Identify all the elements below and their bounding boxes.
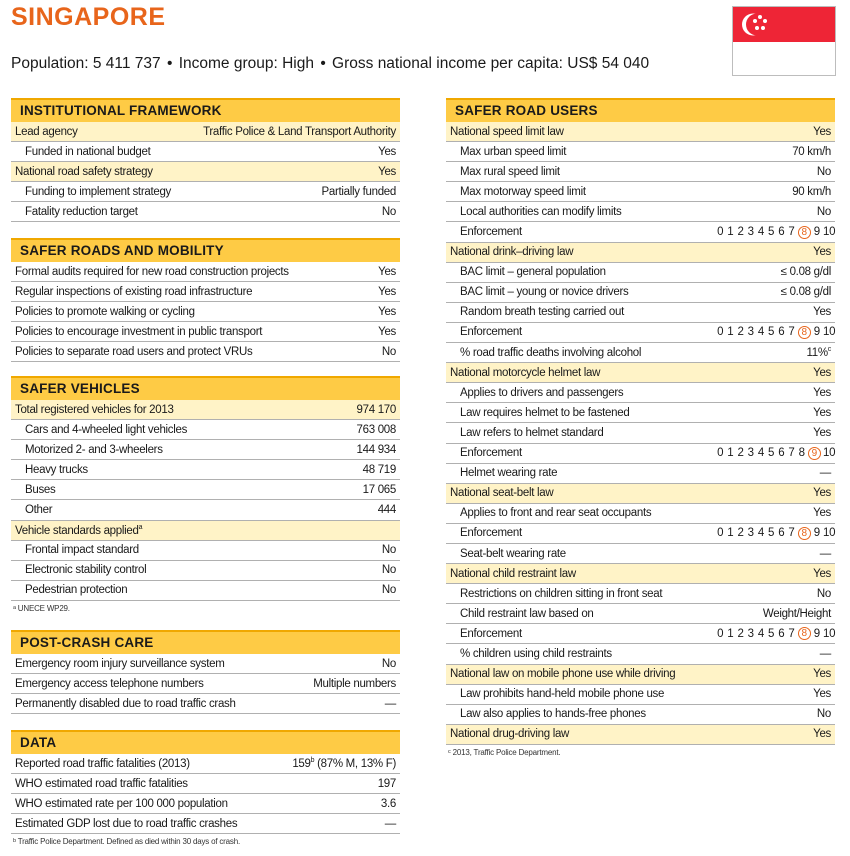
row-value: — bbox=[384, 697, 396, 710]
enforcement-score-digit: 0 bbox=[717, 226, 724, 239]
enforcement-score-digit: 1 bbox=[727, 627, 734, 640]
section-data bbox=[11, 730, 400, 846]
row-value: Yes bbox=[813, 125, 831, 138]
row-label: Motorized 2- and 3-wheelers bbox=[25, 443, 163, 456]
row-label: National child restraint law bbox=[450, 567, 576, 580]
row-funded-in-national-budget bbox=[11, 142, 400, 162]
section-title: DATA bbox=[11, 730, 400, 754]
row-label: Vehicle standards applied$^a$ bbox=[15, 523, 143, 537]
enforcement-score-digit: 2 bbox=[737, 447, 744, 460]
row-label: National road safety strategy bbox=[15, 165, 153, 178]
row-label: Law also applies to hands-free phones bbox=[460, 708, 646, 721]
enforcement-score-digit: 2 bbox=[737, 326, 744, 339]
row-value: Yes bbox=[378, 305, 396, 318]
row-value: Yes bbox=[813, 728, 831, 741]
row-policies-to-separate-road-users-and-prot bbox=[11, 342, 400, 362]
row-label: Enforcement bbox=[460, 326, 522, 339]
enforcement-score-digit: 5 bbox=[768, 447, 775, 460]
enforcement-score-digit: 2 bbox=[737, 627, 744, 640]
row-label: Helmet wearing rate bbox=[460, 467, 558, 480]
enforcement-score-digit: 8 bbox=[798, 447, 805, 460]
row-label: Max urban speed limit bbox=[460, 145, 567, 158]
row-label: Law prohibits hand-held mobile phone use bbox=[460, 688, 665, 701]
enforcement-score-digit: 9 bbox=[813, 326, 820, 339]
row-value: 974 170 bbox=[356, 403, 396, 416]
row-heavy-trucks bbox=[11, 460, 400, 480]
row-emergency-room-injury-surveillance-syste bbox=[11, 654, 400, 674]
row-motorized-2-and-3-wheelers bbox=[11, 440, 400, 460]
row-value: 70 km/h bbox=[792, 145, 831, 158]
row-electronic-stability-control bbox=[11, 561, 400, 581]
enforcement-score-digit: 1 bbox=[727, 527, 734, 540]
row-value: No bbox=[381, 584, 396, 597]
enforcement-scale bbox=[716, 447, 836, 460]
row-label: Law requires helmet to be fastened bbox=[460, 406, 630, 419]
row-max-rural-speed-limit bbox=[446, 162, 835, 182]
row-value: 11%$^c$ bbox=[806, 346, 831, 359]
row-label: Total registered vehicles for 2013 bbox=[15, 403, 174, 416]
row-law-also-applies-to-hands-free-phones bbox=[446, 705, 835, 725]
row-value: — bbox=[819, 467, 831, 480]
row-label: Lead agency bbox=[15, 125, 78, 138]
footnote: ᵃ UNECE WP29. bbox=[13, 603, 70, 613]
row-label: Frontal impact standard bbox=[25, 544, 139, 557]
row-label: WHO estimated rate per 100 000 population bbox=[15, 797, 228, 810]
row-label: Pedestrian protection bbox=[25, 584, 128, 597]
row-value: Partially funded bbox=[321, 185, 396, 198]
footnote: ᵇ Traffic Police Department. Defined as died within 30 days of crash. bbox=[13, 837, 240, 847]
enforcement-score-digit: 1 bbox=[727, 226, 734, 239]
row-label: National speed limit law bbox=[450, 125, 564, 138]
row-value: No bbox=[816, 708, 831, 721]
section-vehicles bbox=[11, 376, 400, 613]
enforcement-score-digit: 0 bbox=[717, 627, 724, 640]
enforcement-scale bbox=[716, 226, 836, 239]
row-bac-limit-general-population bbox=[446, 263, 835, 283]
enforcement-score-digit: 10 bbox=[823, 627, 836, 640]
row-enforcement bbox=[446, 524, 835, 544]
row-value: No bbox=[381, 544, 396, 557]
row-value: Yes bbox=[813, 426, 831, 439]
row-value: — bbox=[384, 817, 396, 830]
row-value: 144 934 bbox=[356, 443, 396, 456]
row-value: Yes bbox=[378, 145, 396, 158]
row-enforcement bbox=[446, 222, 835, 242]
row-value: 159$^b$ (87% M, 13% F) bbox=[292, 757, 396, 770]
row-value: No bbox=[381, 205, 396, 218]
row-total-registered-vehicles-for-2013 bbox=[11, 400, 400, 420]
row-value: 197 bbox=[377, 777, 396, 790]
flag-icon bbox=[732, 6, 836, 76]
row-label: Child restraint law based on bbox=[460, 607, 594, 620]
enforcement-score-digit: 6 bbox=[778, 226, 785, 239]
row-label: Applies to drivers and passengers bbox=[460, 386, 624, 399]
row-local-authorities-can-modify-limits bbox=[446, 202, 835, 222]
row-frontal-impact-standard bbox=[11, 541, 400, 561]
row-value: Yes bbox=[813, 366, 831, 379]
population-text: Population: 5 411 737 bbox=[11, 55, 161, 72]
enforcement-score-digit: 7 bbox=[788, 326, 795, 339]
enforcement-score-digit: 9 bbox=[813, 527, 820, 540]
gni-text: Gross national income per capita: US$ 54 040 bbox=[332, 55, 650, 72]
enforcement-score-digit: 3 bbox=[747, 226, 754, 239]
section-title: POST-CRASH CARE bbox=[11, 630, 400, 654]
row-estimated-gdp-lost-due-to-road-traffic-c bbox=[11, 814, 400, 834]
row-value: ≤ 0.08 g/dl bbox=[780, 286, 831, 299]
row-label: Heavy trucks bbox=[25, 463, 88, 476]
enforcement-score-digit: 6 bbox=[778, 627, 785, 640]
row-policies-to-promote-walking-or-cycling bbox=[11, 302, 400, 322]
section-institutional bbox=[11, 98, 400, 222]
enforcement-score-digit: 0 bbox=[717, 326, 724, 339]
row-value: Traffic Police & Land Transport Authority bbox=[203, 125, 396, 138]
row-label: Enforcement bbox=[460, 226, 522, 239]
income-text: Income group: High bbox=[178, 55, 314, 72]
row-national-drug-driving-law bbox=[446, 725, 835, 745]
section-postcrash bbox=[11, 630, 400, 714]
row-label: Law refers to helmet standard bbox=[460, 426, 604, 439]
enforcement-score-selected: 9 bbox=[808, 447, 821, 460]
enforcement-score-digit: 5 bbox=[768, 226, 775, 239]
row-policies-to-encourage-investment-in-publ bbox=[11, 322, 400, 342]
row-value: Weight/Height bbox=[762, 607, 831, 620]
row-label: Reported road traffic fatalities (2013) bbox=[15, 757, 190, 770]
row-bac-limit-young-or-novice-drivers bbox=[446, 283, 835, 303]
row-label: Max rural speed limit bbox=[460, 165, 560, 178]
row-label: Seat-belt wearing rate bbox=[460, 547, 566, 560]
row-value bbox=[716, 527, 836, 540]
row-label: Enforcement bbox=[460, 527, 522, 540]
row-value: Multiple numbers bbox=[313, 677, 396, 690]
row-label: Fatality reduction target bbox=[25, 205, 138, 218]
row-national-speed-limit-law bbox=[446, 122, 835, 142]
section-title: SAFER VEHICLES bbox=[11, 376, 400, 400]
row-value bbox=[716, 627, 836, 640]
enforcement-score-digit: 0 bbox=[717, 527, 724, 540]
row-label: BAC limit – young or novice drivers bbox=[460, 286, 629, 299]
row-who-estimated-road-traffic-fatalities bbox=[11, 774, 400, 794]
row-max-motorway-speed-limit bbox=[446, 182, 835, 202]
row-label: Regular inspections of existing road infrastructure bbox=[15, 285, 253, 298]
row-label: Enforcement bbox=[460, 627, 522, 640]
row-value: — bbox=[819, 547, 831, 560]
enforcement-score-digit: 10 bbox=[823, 226, 836, 239]
section-roads bbox=[11, 238, 400, 362]
row-value: No bbox=[816, 587, 831, 600]
row-applies-to-drivers-and-passengers bbox=[446, 383, 835, 403]
row-label: Formal audits required for new road construction projects bbox=[15, 265, 289, 278]
row-value: Yes bbox=[813, 487, 831, 500]
row-law-requires-helmet-to-be-fastened bbox=[446, 403, 835, 423]
enforcement-score-digit: 5 bbox=[768, 326, 775, 339]
row-applies-to-front-and-rear-seat-occupants bbox=[446, 504, 835, 524]
footnote: ᶜ 2013, Traffic Police Department. bbox=[448, 747, 561, 757]
row-value: — bbox=[819, 647, 831, 660]
row-label: Max motorway speed limit bbox=[460, 185, 586, 198]
section-title: INSTITUTIONAL FRAMEWORK bbox=[11, 98, 400, 122]
row-label: Local authorities can modify limits bbox=[460, 205, 622, 218]
enforcement-score-digit: 3 bbox=[747, 447, 754, 460]
enforcement-score-digit: 10 bbox=[823, 447, 836, 460]
enforcement-score-digit: 2 bbox=[737, 226, 744, 239]
row-value: Yes bbox=[813, 567, 831, 580]
row-cars-and-4-wheeled-light-vehicles bbox=[11, 420, 400, 440]
row-value: 17 065 bbox=[362, 483, 396, 496]
row-value: 763 008 bbox=[356, 423, 396, 436]
row-value: 3.6 bbox=[380, 797, 396, 810]
enforcement-score-digit: 7 bbox=[788, 627, 795, 640]
row-label: Random breath testing carried out bbox=[460, 306, 624, 319]
row-value: 48 719 bbox=[362, 463, 396, 476]
row-value: Yes bbox=[378, 165, 396, 178]
row-helmet-wearing-rate bbox=[446, 464, 835, 484]
enforcement-score-digit: 7 bbox=[788, 527, 795, 540]
row-label: Emergency room injury surveillance system bbox=[15, 657, 225, 670]
enforcement-score-digit: 9 bbox=[813, 226, 820, 239]
row-value: Yes bbox=[813, 406, 831, 419]
row-vehicle-standards-applied bbox=[11, 521, 400, 541]
row-national-drink-driving-law bbox=[446, 243, 835, 263]
row-emergency-access-telephone-numbers bbox=[11, 674, 400, 694]
row-label: WHO estimated road traffic fatalities bbox=[15, 777, 188, 790]
row-value: 90 km/h bbox=[792, 185, 831, 198]
row-label: National law on mobile phone use while driving bbox=[450, 668, 676, 681]
row-lead-agency bbox=[11, 122, 400, 142]
row-fatality-reduction-target bbox=[11, 202, 400, 222]
row-label: National motorcycle helmet law bbox=[450, 366, 601, 379]
enforcement-scale bbox=[716, 527, 836, 540]
row-value: 444 bbox=[377, 504, 396, 517]
row-label: National drug-driving law bbox=[450, 728, 570, 741]
row-restrictions-on-children-sitting-in-fron bbox=[446, 584, 835, 604]
enforcement-score-digit: 6 bbox=[778, 326, 785, 339]
enforcement-score-selected: 8 bbox=[798, 226, 811, 239]
row-enforcement bbox=[446, 444, 835, 464]
row-label: Permanently disabled due to road traffic crash bbox=[15, 697, 236, 710]
enforcement-score-digit: 5 bbox=[768, 527, 775, 540]
section-title: SAFER ROADS AND MOBILITY bbox=[11, 238, 400, 262]
enforcement-score-selected: 8 bbox=[798, 527, 811, 540]
row-label: Policies to encourage investment in public transport bbox=[15, 325, 263, 338]
row-national-road-safety-strategy bbox=[11, 162, 400, 182]
row-max-urban-speed-limit bbox=[446, 142, 835, 162]
row-label: Emergency access telephone numbers bbox=[15, 677, 204, 690]
row-other bbox=[11, 500, 400, 520]
enforcement-score-digit: 10 bbox=[823, 326, 836, 339]
row-label: Funding to implement strategy bbox=[25, 185, 171, 198]
enforcement-score-digit: 10 bbox=[823, 527, 836, 540]
row-regular-inspections-of-existing-road-inf bbox=[11, 282, 400, 302]
row-value: No bbox=[816, 165, 831, 178]
enforcement-score-digit: 3 bbox=[747, 326, 754, 339]
row-label: Cars and 4-wheeled light vehicles bbox=[25, 423, 188, 436]
row-road-traffic-deaths-involving-alcohol bbox=[446, 343, 835, 363]
row-enforcement bbox=[446, 624, 835, 644]
row-value: Yes bbox=[813, 386, 831, 399]
enforcement-score-digit: 5 bbox=[768, 627, 775, 640]
row-formal-audits-required-for-new-road-cons bbox=[11, 262, 400, 282]
row-value: ≤ 0.08 g/dl bbox=[780, 266, 831, 279]
row-value bbox=[716, 226, 836, 239]
row-label: BAC limit – general population bbox=[460, 266, 606, 279]
section-road-users bbox=[446, 98, 835, 757]
row-label: Electronic stability control bbox=[25, 564, 147, 577]
enforcement-score-digit: 2 bbox=[737, 527, 744, 540]
row-label: Restrictions on children sitting in front seat bbox=[460, 587, 663, 600]
enforcement-score-digit: 1 bbox=[727, 326, 734, 339]
enforcement-score-digit: 3 bbox=[747, 627, 754, 640]
row-label: Applies to front and rear seat occupants bbox=[460, 507, 652, 520]
row-value bbox=[716, 326, 836, 339]
enforcement-score-digit: 3 bbox=[747, 527, 754, 540]
enforcement-score-digit: 4 bbox=[757, 627, 764, 640]
row-value bbox=[716, 447, 836, 460]
enforcement-score-digit: 6 bbox=[778, 527, 785, 540]
row-value: No bbox=[381, 657, 396, 670]
row-funding-to-implement-strategy bbox=[11, 182, 400, 202]
row-label: National drink–driving law bbox=[450, 246, 574, 259]
row-label: Policies to separate road users and protect VRUs bbox=[15, 345, 253, 358]
row-national-child-restraint-law bbox=[446, 564, 835, 584]
row-value: Yes bbox=[378, 265, 396, 278]
row-label: National seat-belt law bbox=[450, 487, 554, 500]
enforcement-scale bbox=[716, 326, 836, 339]
row-value: No bbox=[381, 564, 396, 577]
row-label: Estimated GDP lost due to road traffic crashes bbox=[15, 817, 238, 830]
row-value: Yes bbox=[813, 246, 831, 259]
row-label: Funded in national budget bbox=[25, 145, 151, 158]
row-children-using-child-restraints bbox=[446, 644, 835, 664]
enforcement-scale bbox=[716, 627, 836, 640]
enforcement-score-digit: 4 bbox=[757, 226, 764, 239]
row-value: Yes bbox=[813, 688, 831, 701]
row-permanently-disabled-due-to-road-traffic bbox=[11, 694, 400, 714]
row-label: Enforcement bbox=[460, 447, 522, 460]
row-value: Yes bbox=[813, 306, 831, 319]
row-value: Yes bbox=[813, 668, 831, 681]
section-title: SAFER ROAD USERS bbox=[446, 98, 835, 122]
population-line: Population: 5 411 737 • Income group: High • Gross national income per capita: US$ 54 040 bbox=[11, 55, 650, 72]
row-seat-belt-wearing-rate bbox=[446, 544, 835, 564]
row-national-seat-belt-law bbox=[446, 484, 835, 504]
row-national-law-on-mobile-phone-use-while-d bbox=[446, 665, 835, 685]
row-enforcement bbox=[446, 323, 835, 343]
row-random-breath-testing-carried-out bbox=[446, 303, 835, 323]
country-title: SINGAPORE bbox=[11, 3, 166, 31]
enforcement-score-digit: 7 bbox=[788, 447, 795, 460]
enforcement-score-digit: 6 bbox=[778, 447, 785, 460]
enforcement-score-digit: 0 bbox=[717, 447, 724, 460]
enforcement-score-selected: 8 bbox=[798, 627, 811, 640]
row-label: Policies to promote walking or cycling bbox=[15, 305, 195, 318]
row-reported-road-traffic-fatalities-2013 bbox=[11, 754, 400, 774]
row-label: Other bbox=[25, 504, 53, 517]
enforcement-score-digit: 4 bbox=[757, 326, 764, 339]
row-pedestrian-protection bbox=[11, 581, 400, 601]
enforcement-score-digit: 7 bbox=[788, 226, 795, 239]
row-value: No bbox=[816, 205, 831, 218]
row-who-estimated-rate-per-100-000-populatio bbox=[11, 794, 400, 814]
row-value: Yes bbox=[378, 285, 396, 298]
row-national-motorcycle-helmet-law bbox=[446, 363, 835, 383]
enforcement-score-digit: 4 bbox=[757, 527, 764, 540]
enforcement-score-digit: 1 bbox=[727, 447, 734, 460]
row-label: % road traffic deaths involving alcohol bbox=[460, 346, 642, 359]
row-value: No bbox=[381, 345, 396, 358]
enforcement-score-selected: 8 bbox=[798, 326, 811, 339]
enforcement-score-digit: 9 bbox=[813, 627, 820, 640]
row-label: Buses bbox=[25, 483, 56, 496]
row-label: % children using child restraints bbox=[460, 647, 612, 660]
row-value: Yes bbox=[813, 507, 831, 520]
row-buses bbox=[11, 480, 400, 500]
row-law-prohibits-hand-held-mobile-phone-use bbox=[446, 685, 835, 705]
row-value: Yes bbox=[378, 325, 396, 338]
row-child-restraint-law-based-on bbox=[446, 604, 835, 624]
enforcement-score-digit: 4 bbox=[757, 447, 764, 460]
row-law-refers-to-helmet-standard bbox=[446, 423, 835, 443]
